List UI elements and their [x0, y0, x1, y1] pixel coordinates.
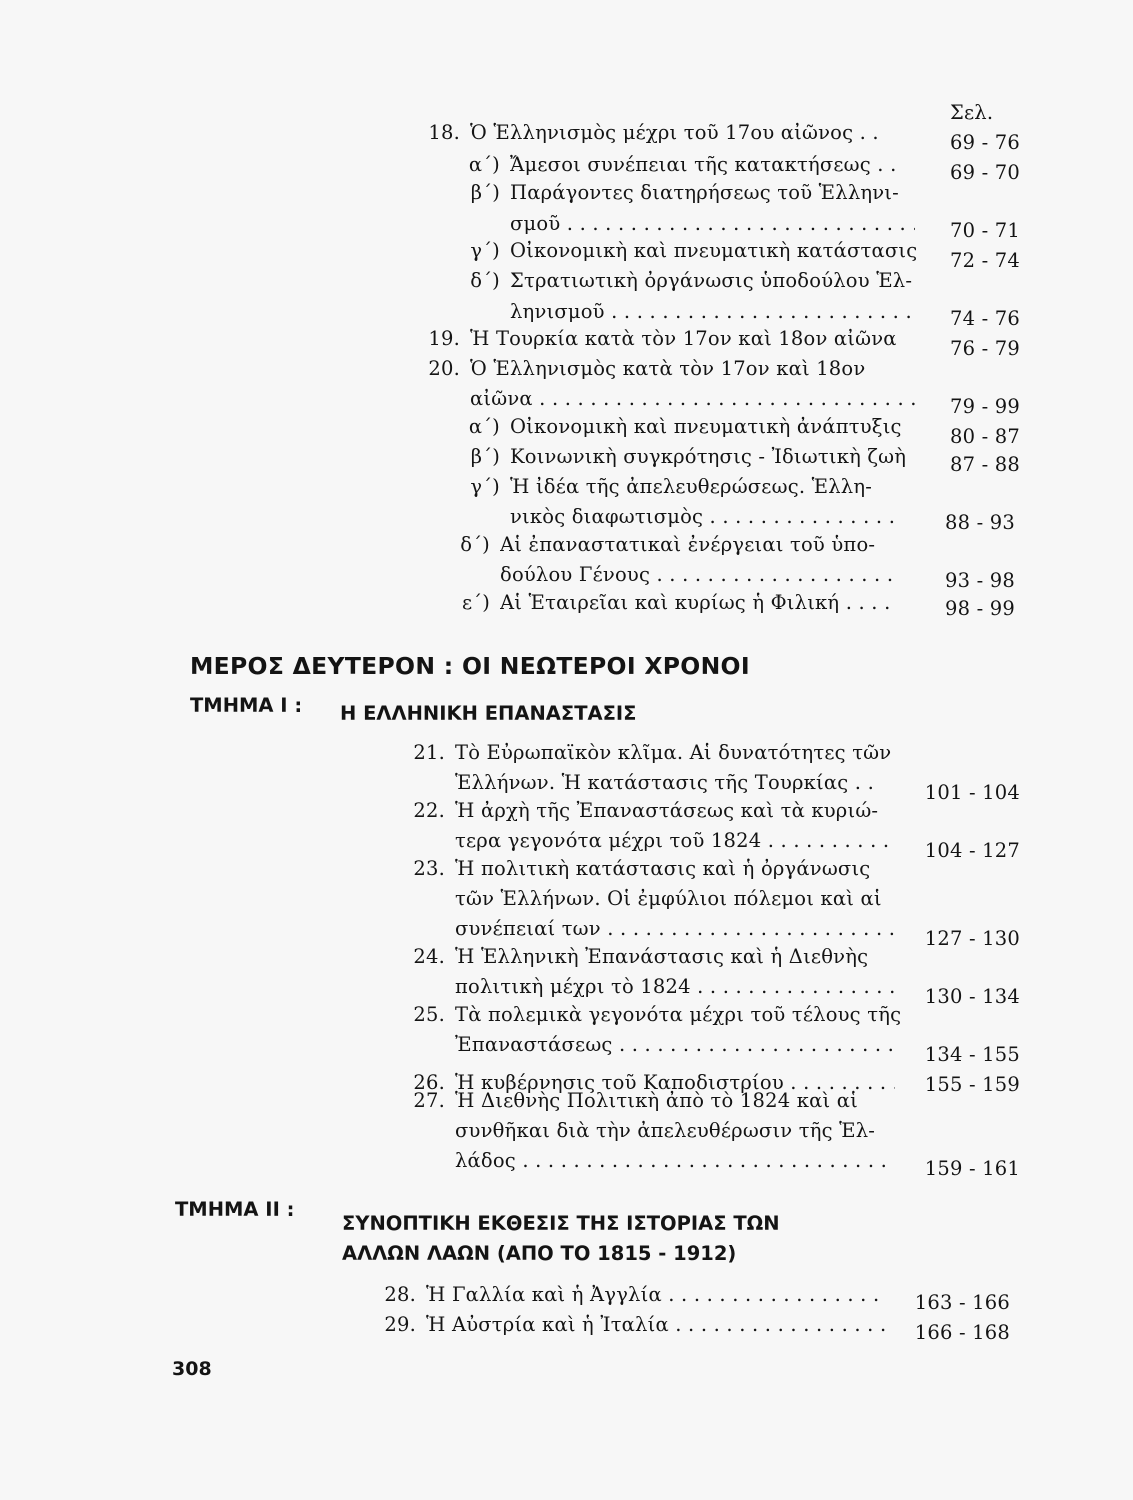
section-title: Η ΕΛΛΗΝΙΚΗ ΕΠΑΝΑΣΤΑΣΙΣ: [340, 702, 637, 725]
entry-number: 24.: [413, 945, 445, 968]
entry-number: 22.: [413, 799, 445, 822]
entry-pages: 70 - 71: [949, 219, 1020, 242]
entry-pages: 155 - 159: [924, 1073, 1020, 1096]
entry-pages: 79 - 99: [949, 395, 1020, 418]
entry-pages: 134 - 155: [924, 1043, 1020, 1066]
entry-title: Ἡ Αὐστρία καὶ ἡ Ἰταλία . . .: [426, 1312, 886, 1338]
section-title: ΑΛΛΩΝ ΛΑΩΝ (ΑΠΟ ΤΟ 1815 - 1912): [342, 1242, 737, 1265]
entry-title: νικὸς διαφωτισμὸς . . .: [510, 504, 900, 530]
entry-title: Ἡ ἀρχὴ τῆς Ἐπαναστάσεως καὶ τὰ κυριώ-: [455, 799, 879, 822]
entry-title: Στρατιωτικὴ ὀργάνωσις ὑποδούλου Ἑλ-: [510, 269, 913, 292]
entry-number: 20.: [428, 357, 460, 380]
entry-title: Ἡ Τουρκία κατὰ τὸν 17ον καὶ 18ον αἰῶνα: [470, 327, 897, 350]
entry-title: Ἡ κυβέρνησις τοῦ Καποδιστρίου . . .: [455, 1070, 895, 1096]
entry-pages: 76 - 79: [949, 337, 1020, 360]
column-header: Σελ.: [950, 101, 994, 124]
entry-title: Αἱ Ἑταιρεῖαι καὶ κυρίως ἡ Φιλική . . . .: [500, 591, 891, 614]
entry-title: Ἑλλήνων. Ἡ κατάστασις τῆς Τουρκίας . .: [455, 771, 874, 794]
entry-number: ε΄): [461, 591, 490, 614]
entry-number: 21.: [413, 741, 445, 764]
entry-title: Ἡ πολιτικὴ κατάστασις καὶ ἡ ὀργάνωσις: [455, 857, 871, 880]
entry-title: αἰῶνα . . .: [470, 386, 915, 412]
entry-title: Ὁ Ἑλληνισμὸς κατὰ τὸν 17ον καὶ 18ον: [470, 357, 866, 380]
entry-number: α΄): [468, 415, 500, 438]
entry-number: 23.: [413, 857, 445, 880]
section-title: ΣΥΝΟΠΤΙΚΗ ΕΚΘΕΣΙΣ ΤΗΣ ΙΣΤΟΡΙΑΣ ΤΩΝ: [342, 1212, 780, 1235]
entry-pages: 163 - 166: [914, 1291, 1010, 1314]
entry-pages: 93 - 98: [944, 569, 1015, 592]
entry-number: γ΄): [470, 475, 500, 498]
entry-pages: 72 - 74: [949, 249, 1020, 272]
entry-number: β΄): [470, 445, 500, 468]
entry-title: πολιτικὴ μέχρι τὸ 1824 . . .: [455, 974, 895, 1000]
entry-pages: 127 - 130: [924, 927, 1020, 950]
entry-title: τερα γεγονότα μέχρι τοῦ 1824 . . .: [455, 828, 895, 854]
entry-pages: 69 - 76: [949, 131, 1020, 154]
entry-number: 27.: [413, 1089, 445, 1112]
entry-title: λάδος . . .: [455, 1148, 895, 1174]
entry-pages: 87 - 88: [949, 453, 1020, 476]
page-number: 308: [172, 1358, 212, 1380]
entry-title: Παράγοντες διατηρήσεως τοῦ Ἑλληνι-: [510, 181, 899, 204]
entry-number: γ΄): [470, 239, 500, 262]
entry-number: 18.: [428, 121, 460, 144]
entry-title: δούλου Γένους . . .: [500, 562, 895, 588]
entry-title: ληνισμοῦ . . .: [510, 299, 915, 325]
entry-title: Αἱ ἐπαναστατικαὶ ἐνέργειαι τοῦ ὑπο-: [500, 533, 876, 556]
entry-number: 26.: [413, 1071, 445, 1094]
entry-title: συνέπειαί των . . .: [455, 916, 895, 942]
entry-pages: 104 - 127: [924, 839, 1020, 862]
entry-title: Ἄμεσοι συνέπειαι τῆς κατακτήσεως . .: [510, 153, 897, 176]
entry-pages: 130 - 134: [924, 985, 1020, 1008]
entry-title: Ἡ Ἑλληνικὴ Ἐπανάστασις καὶ ἡ Διεθνὴς: [455, 945, 869, 968]
entry-title: σμοῦ . . .: [510, 211, 915, 237]
entry-title: Ἡ ἰδέα τῆς ἀπελευθερώσεως. Ἑλλη-: [510, 475, 873, 498]
entry-title: Κοινωνικὴ συγκρότησις - Ἰδιωτικὴ ζωὴ: [510, 445, 907, 468]
entry-title: Ὁ Ἑλληνισμὸς μέχρι τοῦ 17ου αἰῶνος . .: [470, 121, 879, 144]
entry-title: τῶν Ἑλλήνων. Οἱ ἐμφύλιοι πόλεμοι καὶ αἱ: [455, 887, 882, 910]
entry-number: δ΄): [470, 269, 500, 292]
entry-title: Ἐπαναστάσεως . . .: [455, 1032, 895, 1058]
entry-title: Ἡ Γαλλία καὶ ἡ Ἀγγλία . . .: [426, 1282, 886, 1308]
section-label: ΤΜΗΜΑ Ι :: [190, 694, 303, 717]
entry-number: 29.: [384, 1313, 416, 1336]
part-title: ΜΕΡΟΣ ΔΕΥΤΕΡΟΝ : ΟΙ ΝΕΩΤΕΡΟΙ ΧΡΟΝΟΙ: [190, 652, 750, 680]
entry-pages: 88 - 93: [944, 511, 1015, 534]
entry-title: Οἰκονομικὴ καὶ πνευματικὴ ἀνάπτυξις: [510, 415, 902, 438]
entry-pages: 98 - 99: [944, 597, 1015, 620]
entry-number: β΄): [470, 181, 500, 204]
entry-pages: 159 - 161: [924, 1157, 1020, 1180]
entry-title: συνθῆκαι διὰ τὴν ἀπελευθέρωσιν τῆς Ἑλ-: [455, 1119, 876, 1142]
entry-title: Τὸ Εὐρωπαϊκὸν κλῖμα. Αἱ δυνατότητες τῶν: [455, 741, 892, 764]
section-label: ΤΜΗΜΑ ΙΙ :: [175, 1198, 295, 1221]
entry-number: 28.: [384, 1283, 416, 1306]
entry-title: Οἰκονομικὴ καὶ πνευματικὴ κατάστασις: [510, 239, 918, 262]
entry-number: 25.: [413, 1003, 445, 1026]
entry-number: α΄): [468, 153, 500, 176]
entry-pages: 80 - 87: [949, 425, 1020, 448]
entry-pages: 101 - 104: [924, 781, 1020, 804]
entry-number: 19.: [428, 327, 460, 350]
entry-pages: 74 - 76: [949, 307, 1020, 330]
entry-pages: 69 - 70: [949, 161, 1020, 184]
entry-number: δ΄): [460, 533, 490, 556]
entry-title: Τὰ πολεμικὰ γεγονότα μέχρι τοῦ τέλους τῆς: [455, 1003, 902, 1026]
entry-title: Ἡ Διεθνὴς Πολιτικὴ ἀπὸ τὸ 1824 καὶ αἱ: [455, 1089, 858, 1112]
entry-pages: 166 - 168: [914, 1321, 1010, 1344]
